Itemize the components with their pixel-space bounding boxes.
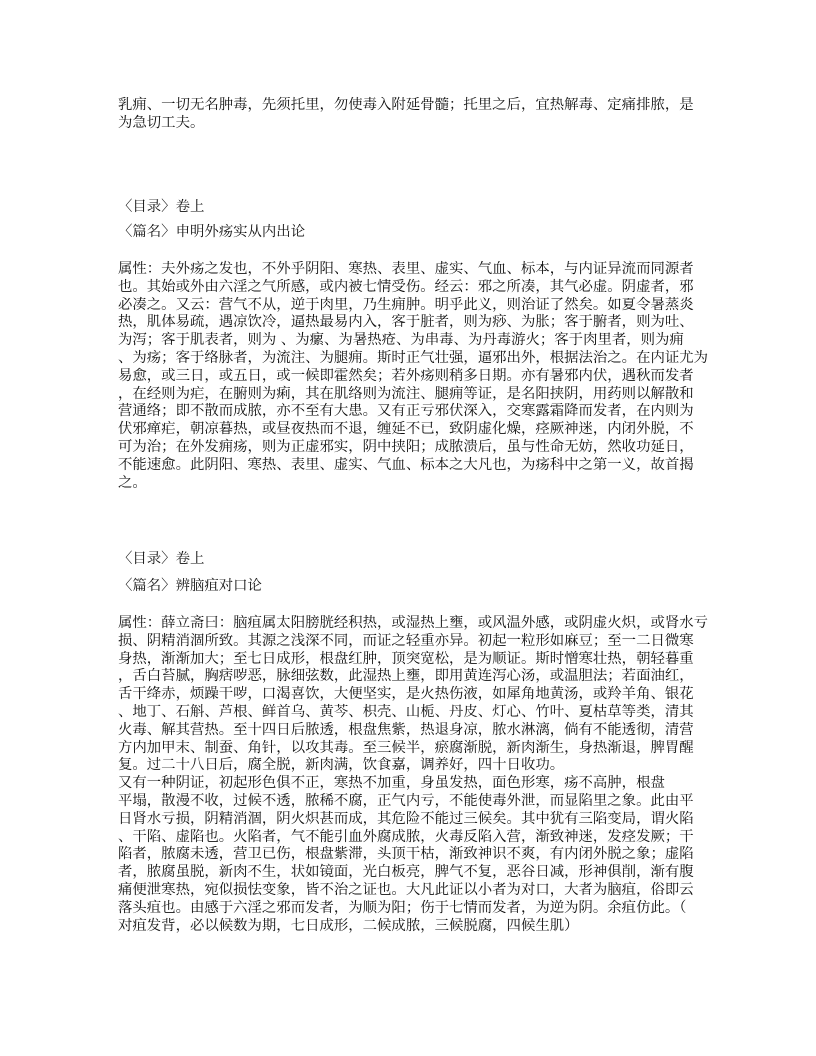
intro-paragraph [118, 97, 694, 133]
text-line: 日肾水亏损，阴精消涸，阴火炽甚而成，其危险不能过三候矣。其中犹有三陷变局，谓火陷 [118, 810, 694, 827]
text-line: 、为疡；客于络脉者，为流注、为腿痈。斯时正气壮强，逼邪出外，根据法治之。在内证尤为 [118, 349, 709, 366]
section-2-title [118, 578, 262, 596]
section-1-body [118, 261, 708, 492]
text-line: 为泻；客于肌表者，则为 、为瘰、为暑热疮、为串毒、为丹毒游火；客于肉里者，则为痈 [118, 332, 684, 349]
text-line: 舌干绛赤，烦躁干哕，口渴喜饮，大便坚实，是火热伤液，如犀角地黄汤，或羚羊角、银花 [118, 686, 694, 703]
text-line: 也。其始或外由六淫之气所感，或内被七情受伤。经云：邪之所凑，其气必虚。阴虚者，邪 [118, 278, 694, 295]
text-line: 火毒、解其营热。至十四日后脓透，根盘焦紫，热退身凉，脓水淋漓，倘有不能透彻，清营 [118, 721, 694, 738]
text-line: 方内加甲末、制蚕、角针，以攻其毒。至三候半，瘀腐渐脱，新肉渐生，身热渐退，脾胃醒 [118, 739, 694, 756]
text-line: 可为治；在外发痈疡，则为正虚邪实，阴中挟阳；成脓溃后，虽与性命无妨，然收功延日， [118, 438, 694, 455]
text-line: 对疽发背，必以候数为期，七日成形，二候成脓，三候脱腐，四候生肌） [118, 917, 579, 934]
text-line: 身热，渐渐加大；至七日成形，根盘红肿，顶突宽松，是为顺证。斯时憎寒壮热，朝轻暮重 [118, 650, 694, 667]
text-line: ，在经则为疟，在腑则为痢，其在肌络则为流注、腿痈等证，是名阳挟阴，用药则以解散和 [118, 385, 694, 402]
text-line: 陷者，脓腐未透，营卫已伤，根盘紫滞，头顶干枯，渐致神识不爽，有内闭外脱之象；虚陷 [118, 846, 694, 863]
text-line: 不能速愈。此阴阳、寒热、表里、虚实、气血、标本之大凡也，为疡科中之第一义，故首揭 [118, 456, 694, 473]
text-line: 之。 [118, 474, 147, 491]
text-line: 伏邪瘅疟，朝凉暮热，或昼夜热而不退，缠延不已，致阴虚化燥，痉厥神迷，内闭外脱，不 [118, 421, 694, 438]
text-line: 、地丁、石斛、芦根、鲜首乌、黄芩、枳壳、山栀、丹皮、灯心、竹叶、夏枯草等类，清其 [118, 703, 694, 720]
text-line: 营通络；即不散而成脓，亦不至有大患。又有正亏邪伏深入，交寒露霜降而发者，在内则为 [118, 403, 694, 420]
text-line: 为急切工夫。 [118, 114, 205, 131]
text-line: 复。过二十八日后，腐全脱，新肉满，饮食嘉，调养好，四十日收功。 [118, 757, 565, 774]
chapter-title: 〈篇名〉辨脑疽对口论 [118, 578, 262, 594]
section-2-toc [118, 551, 204, 569]
text-line: 易愈，或三日，或五日，或一候即霍然矣；若外疡则稍多日期。亦有暑邪内伏，遇秋而发者 [118, 367, 694, 384]
text-line: 属性：夫外疡之发也，不外乎阴阳、寒热、表里、虚实、气血、标本，与内证异流而同源者 [118, 261, 694, 277]
text-line: 平塌，散漫不收，过候不透，脓稀不腐，正气内亏，不能使毒外泄，而显陷里之象。此由平 [118, 792, 694, 809]
chapter-title: 〈篇名〉申明外疡实从内出论 [118, 224, 306, 240]
section-1-title [118, 224, 305, 242]
text-line: 属性：薛立斋曰：脑疽属太阳膀胱经积热，或湿热上壅，或风温外感，或阴虚火炽，或肾水亏 [118, 615, 709, 631]
text-line: ，舌白苔腻，胸痞哕恶，脉细弦数，此湿热上壅，即用黄连泻心汤，或温胆法；若面油红， [118, 668, 694, 685]
text-line: 痛便泄寒热，宛似损怯变象，皆不治之证也。大凡此证以小者为对口，大者为脑疽，俗即云 [118, 881, 694, 898]
text-line: 落头疽也。由感于六淫之邪而发者，为顺为阳；伤于七情而发者，为逆为阴。余疽仿此。（ [118, 899, 687, 916]
text-line: 、干陷、虚陷也。火陷者，气不能引血外腐成脓，火毒反陷入营，渐致神迷，发痉发厥；干 [118, 828, 694, 845]
text-line: 必凑之。又云：营气不从，逆于肉里，乃生痈肿。明乎此义，则治证了然矣。如夏令暑蒸炎 [118, 296, 694, 313]
text-line: 损、阴精消涸所致。其源之浅深不同，而证之轻重亦异。初起一粒形如麻豆；至一二日微寒 [118, 632, 694, 649]
toc-label: 〈目录〉卷上 [118, 551, 205, 567]
text-line: 又有一种阴证，初起形色俱不正，寒热不加重，身虽发热，面色形寒，疡不高肿，根盘 [118, 775, 665, 792]
text-line: 者，脓腐虽脱，新肉不生，状如镜面，光白板亮，脾气不复，恶谷日减，形神俱削，渐有腹 [118, 864, 694, 881]
section-1-toc [118, 199, 204, 217]
text-line: 热，肌体易疏，遇凉饮冷，逼热最易内入，客于脏者，则为痧、为胀；客于腑者，则为吐、 [118, 314, 694, 331]
section-2-body [118, 615, 708, 935]
text-line: 乳痈、一切无名肿毒，先须托里，勿使毒入附延骨髓；托里之后，宜热解毒、定痛排脓，是 [118, 97, 694, 113]
toc-label: 〈目录〉卷上 [118, 199, 205, 215]
